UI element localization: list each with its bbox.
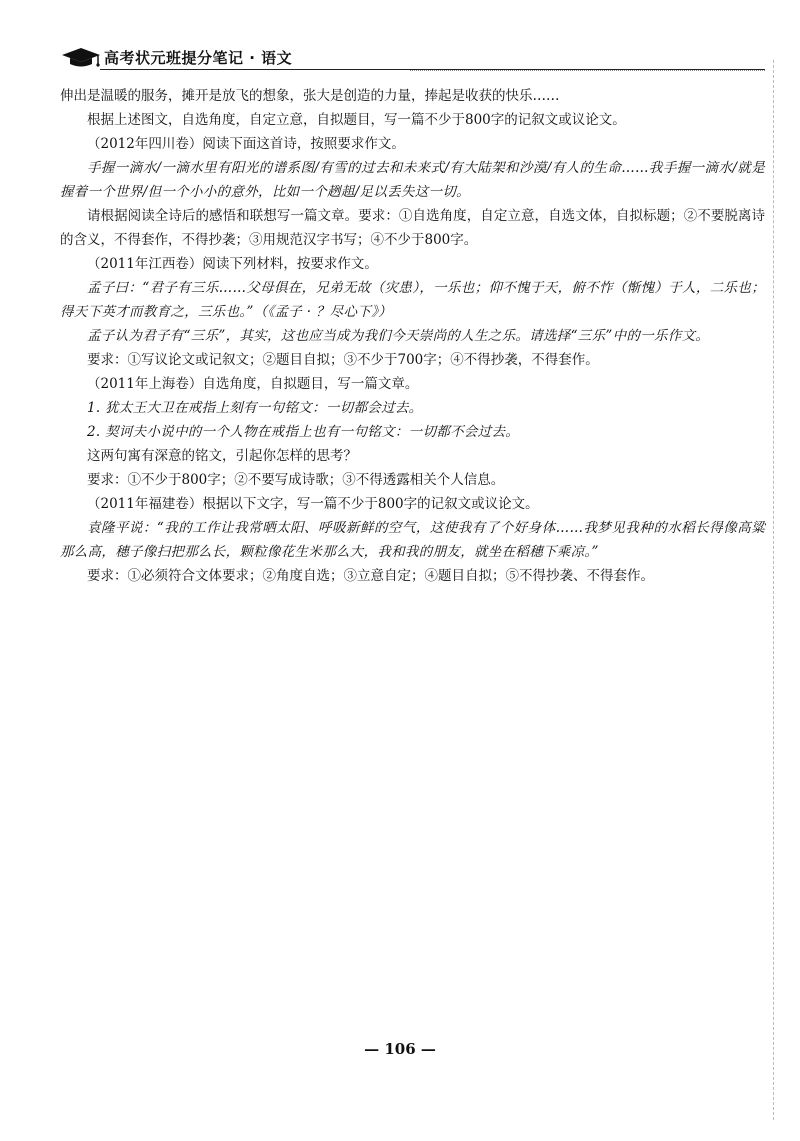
binding-edge-line xyxy=(773,60,774,1120)
paragraph: 孟子曰：“君子有三乐……父母俱在，兄弟无故（灾患），一乐也；仰不愧于天，俯不怍（惭愧）于人，二乐也；得天下英才而教育之，三乐也。”（《孟子 · ？尽心下》） xyxy=(60,280,765,320)
paragraph: 1. 犹太王大卫在戒指上刻有一句铭文：一切都会过去。 xyxy=(87,400,423,416)
paragraph: 袁隆平说：“我的工作让我常晒太阳、呼吸新鲜的空气，这使我有了个好身体……我梦见我种的水稻长得像高粱那么高，穗子像扫把那么长，颗粒像花生米那么大，我和我的朋友，就坐在稻穗下乘凉。” xyxy=(60,520,765,560)
paragraph: （2012年四川卷）阅读下面这首诗，按照要求作文。 xyxy=(87,136,405,152)
paragraph: 这两句寓有深意的铭文，引起你怎样的思考？ xyxy=(87,448,357,464)
paragraph: 要求：①写议论文或记叙文；②题目自拟；③不少于700字；④不得抄袭，不得套作。 xyxy=(87,352,599,368)
page-header xyxy=(60,44,765,70)
paragraph: （2011年上海卷）自选角度，自拟题目，写一篇文章。 xyxy=(87,376,419,392)
paragraph: 手握一滴水/一滴水里有阳光的谱系图/有雪的过去和未来式/有大陆架和沙漠/有人的生命……我手握一滴水/就是握着一个世界/但一个小小的意外，比如一个趔趄/足以丢失这一切。 xyxy=(60,160,765,200)
paragraph: 请根据阅读全诗后的感悟和联想写一篇文章。要求：①自选角度，自定立意，自选文体，自拟标题；②不要脱离诗的含义，不得套作，不得抄袭；③用规范汉字书写；④不少于800字。 xyxy=(60,208,765,248)
paragraph: 孟子认为君子有“三乐”，其实，这也应当成为我们今天崇尚的人生之乐。请选择“三乐”中的一乐作文。 xyxy=(87,328,710,344)
paragraph: （2011年江西卷）阅读下列材料，按要求作文。 xyxy=(87,256,378,272)
body-text xyxy=(60,84,765,588)
graduation-cap-icon xyxy=(60,46,102,68)
header-dotted-rule xyxy=(410,70,765,71)
header-title: 高考状元班提分笔记 · 语文 xyxy=(104,49,293,67)
paragraph: （2011年福建卷）根据以下文字，写一篇不少于800字的记叙文或议论文。 xyxy=(87,496,539,512)
page-number: — 106 — xyxy=(364,1040,436,1058)
paragraph: 2. 契诃夫小说中的一个人物在戒指上也有一句铭文：一切都不会过去。 xyxy=(87,424,520,440)
paragraph: 根据上述图文，自选角度，自定立意，自拟题目，写一篇不少于800字的记叙文或议论文。 xyxy=(87,112,626,128)
paragraph: 要求：①必须符合文体要求；②角度自选；③立意自定；④题目自拟；⑤不得抄袭、不得套作。 xyxy=(87,568,654,584)
paragraph: 伸出是温暖的服务，摊开是放飞的想象，张大是创造的力量，捧起是收获的快乐…… xyxy=(60,88,560,104)
paragraph: 要求：①不少于800字；②不要写成诗歌；③不得透露相关个人信息。 xyxy=(87,472,505,488)
